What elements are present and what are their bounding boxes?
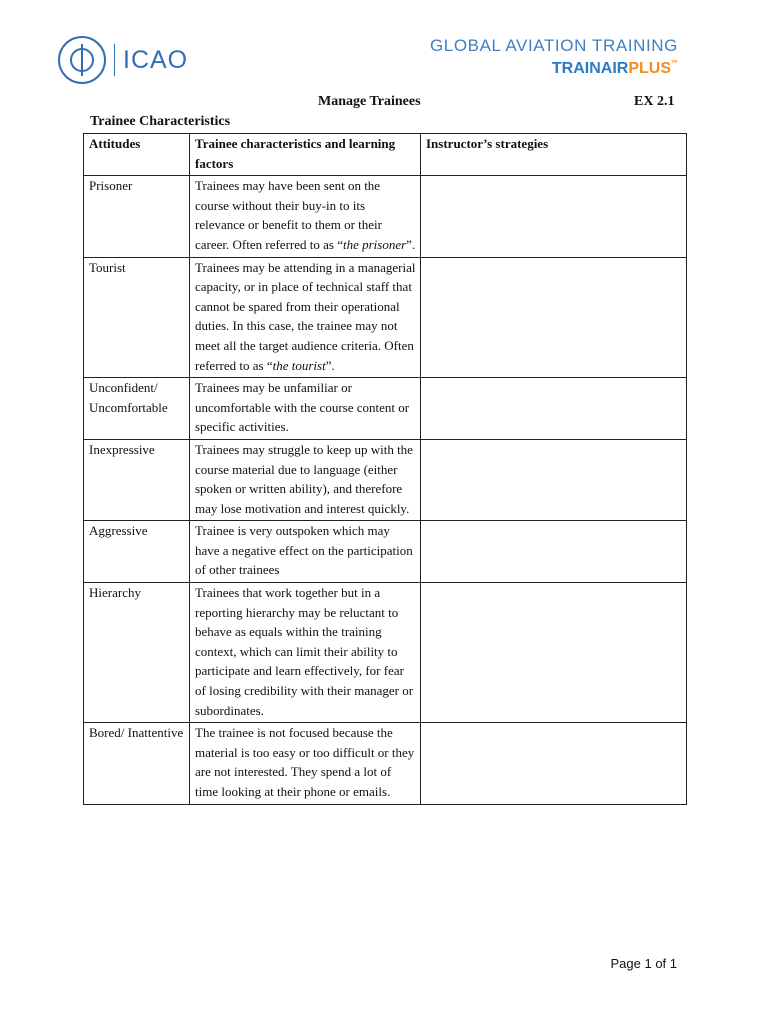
attitude-cell: Prisoner	[84, 176, 190, 257]
header-attitudes: Attitudes	[84, 134, 190, 176]
strategy-cell	[421, 378, 687, 440]
attitude-cell: Tourist	[84, 257, 190, 378]
page-header	[0, 30, 768, 90]
page-number: Page 1 of 1	[610, 956, 677, 971]
document-title: Manage Trainees	[318, 94, 421, 109]
description-text: Trainees may have been sent on the course without their buy-in to its relevance or benefit to them or their career. Often referred to as “	[195, 178, 382, 252]
description-cell	[190, 521, 421, 583]
brand-name-plus: PLUS	[628, 60, 671, 77]
description-text: Trainees that work together but in a reporting hierarchy may be reluctant to behave as equals within the training context, which can limit their ability to participate and learn effectively, for fear of losing credibility with their manager or subordinates.	[195, 585, 414, 718]
attitude-cell: Unconfident/ Uncomfortable	[84, 378, 190, 440]
icao-logo	[58, 36, 188, 84]
description-suffix: ”.	[406, 236, 416, 252]
trainair-brand	[430, 36, 678, 78]
icao-emblem-icon	[58, 36, 106, 84]
strategy-cell	[421, 257, 687, 378]
trainee-characteristics-table	[83, 133, 687, 805]
description-cell	[190, 583, 421, 723]
table-header-row	[84, 134, 687, 176]
attitude-cell: Hierarchy	[84, 583, 190, 723]
section-title: Trainee Characteristics	[90, 114, 231, 129]
description-cell	[190, 257, 421, 378]
description-italic: the prisoner	[342, 236, 407, 252]
table-row	[84, 521, 687, 583]
table-row	[84, 176, 687, 257]
description-cell	[190, 723, 421, 804]
table-row	[84, 257, 687, 378]
exercise-code: EX 2.1	[634, 94, 675, 109]
header-characteristics: Trainee characteristics and learning factors	[190, 134, 421, 176]
table-row	[84, 723, 687, 804]
table-row	[84, 378, 687, 440]
brand-tagline: GLOBAL AVIATION TRAINING	[429, 36, 678, 55]
header-strategies: Instructor’s strategies	[421, 134, 687, 176]
strategy-cell	[421, 583, 687, 723]
description-cell	[190, 378, 421, 440]
strategy-cell	[421, 723, 687, 804]
strategy-cell	[421, 439, 687, 520]
description-text: Trainees may be attending in a managerial capacity, or in place of technical staff that cannot be spared from their operational duties. In this case, the trainee may not meet all the target audience criteria. Often referred to as “	[195, 259, 416, 373]
description-suffix: ”.	[325, 357, 335, 373]
strategy-cell	[421, 521, 687, 583]
trademark-symbol: ™	[671, 60, 678, 67]
description-text: Trainees may struggle to keep up with the course material due to language (either spoken or written ability), and therefore may lose motivation and interest quickly.	[195, 441, 413, 516]
description-text: The trainee is not focused because the material is too easy or too difficult or they are not interested. They spend a lot of time looking at their phone or emails.	[195, 725, 415, 799]
brand-name	[430, 60, 678, 78]
brand-name-trainair: TRAINAIR	[551, 60, 629, 77]
attitude-cell: Inexpressive	[84, 439, 190, 520]
logo-divider	[114, 44, 115, 76]
description-text: Trainees may be unfamiliar or uncomfortable with the course content or specific activities.	[195, 380, 410, 435]
description-cell	[190, 176, 421, 257]
attitude-cell: Bored/ Inattentive	[84, 723, 190, 804]
attitude-cell: Aggressive	[84, 521, 190, 583]
description-italic: the tourist	[272, 357, 326, 373]
icao-logo-text: ICAO	[123, 45, 189, 74]
description-text: Trainee is very outspoken which may have a negative effect on the participation of other trainees	[195, 523, 413, 578]
table-row	[84, 439, 687, 520]
strategy-cell	[421, 176, 687, 257]
description-cell	[190, 439, 421, 520]
table-row	[84, 583, 687, 723]
